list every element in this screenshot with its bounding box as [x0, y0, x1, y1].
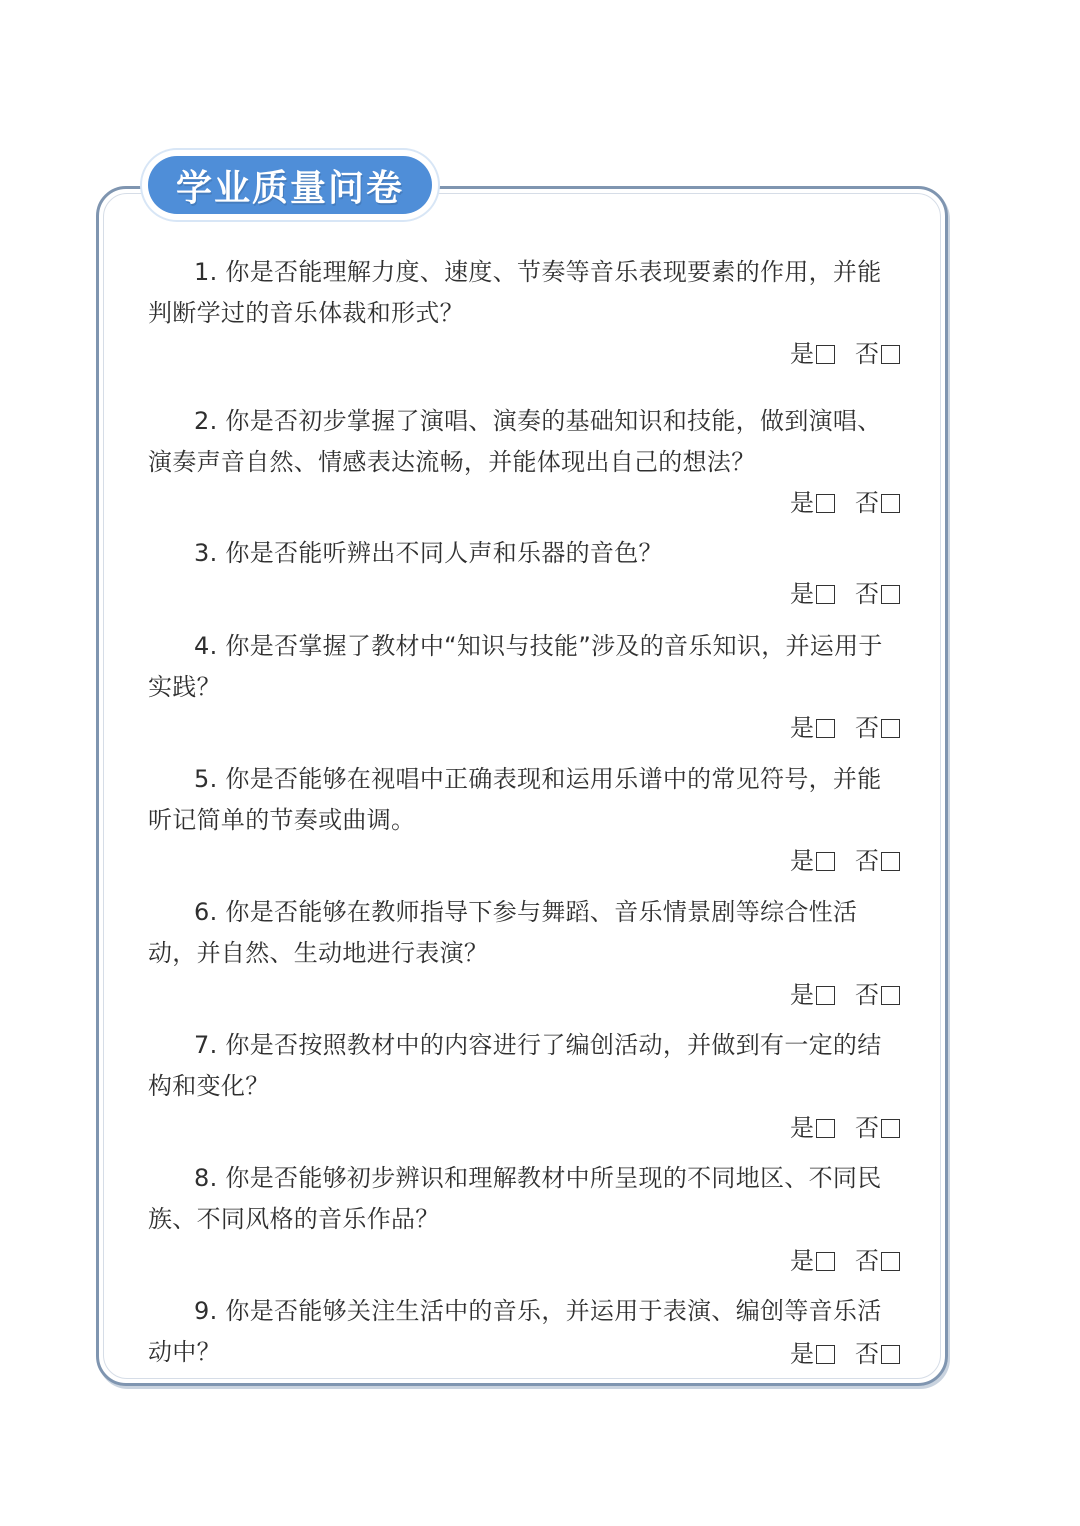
yes-option-7[interactable]: [790, 1113, 835, 1143]
answer-options-4: [790, 713, 900, 743]
answer-options-3: [790, 579, 900, 609]
no-option-1[interactable]: [855, 339, 900, 369]
question-8: 8. 你是否能够初步辨识和理解教材中所呈现的不同地区、不同民族、不同风格的音乐作品？: [148, 1164, 882, 1233]
checkbox-no-4[interactable]: [881, 719, 900, 738]
checkbox-no-7[interactable]: [881, 1119, 900, 1138]
checkbox-no-3[interactable]: [881, 585, 900, 604]
checkbox-yes-8[interactable]: [816, 1252, 835, 1271]
answer-options-9: [790, 1339, 900, 1369]
yes-label: 是: [790, 1247, 814, 1275]
answer-options-1: [790, 339, 900, 369]
yes-option-6[interactable]: [790, 980, 835, 1010]
yes-label: 是: [790, 1340, 814, 1368]
question-5: 5. 你是否能够在视唱中正确表现和运用乐谱中的常见符号，并能听记简单的节奏或曲调。: [148, 765, 882, 834]
yes-option-8[interactable]: [790, 1246, 835, 1276]
checkbox-yes-4[interactable]: [816, 719, 835, 738]
title-badge: [148, 156, 432, 214]
checkbox-yes-9[interactable]: [816, 1345, 835, 1364]
no-option-4[interactable]: [855, 713, 900, 743]
no-label: 否: [855, 714, 879, 742]
answer-options-6: [790, 980, 900, 1010]
yes-option-3[interactable]: [790, 579, 835, 609]
question-4: 4. 你是否掌握了教材中“知识与技能”涉及的音乐知识，并运用于实践？: [148, 632, 883, 701]
question-2: 2. 你是否初步掌握了演唱、演奏的基础知识和技能，做到演唱、演奏声音自然、情感表达流畅，并能体现出自己的想法？: [148, 407, 882, 476]
question-7: 7. 你是否按照教材中的内容进行了编创活动，并做到有一定的结构和变化？: [148, 1031, 882, 1100]
answer-options-8: [790, 1246, 900, 1276]
checkbox-no-9[interactable]: [881, 1345, 900, 1364]
no-label: 否: [855, 847, 879, 875]
answer-options-2: [790, 488, 900, 518]
no-option-2[interactable]: [855, 488, 900, 518]
question-1: 1. 你是否能理解力度、速度、节奏等音乐表现要素的作用，并能判断学过的音乐体裁和形式？: [148, 258, 882, 327]
checkbox-yes-7[interactable]: [816, 1119, 835, 1138]
answer-options-5: [790, 846, 900, 876]
question-6: 6. 你是否能够在教师指导下参与舞蹈、音乐情景剧等综合性活动，并自然、生动地进行表演？: [148, 898, 858, 967]
answer-options-7: [790, 1113, 900, 1143]
no-option-3[interactable]: [855, 579, 900, 609]
no-label: 否: [855, 1247, 879, 1275]
checkbox-no-8[interactable]: [881, 1252, 900, 1271]
checkbox-no-1[interactable]: [881, 345, 900, 364]
yes-option-2[interactable]: [790, 488, 835, 518]
yes-label: 是: [790, 981, 814, 1009]
no-label: 否: [855, 981, 879, 1009]
yes-option-4[interactable]: [790, 713, 835, 743]
question-3: 3. 你是否能听辨出不同人声和乐器的音色？: [194, 539, 663, 567]
no-label: 否: [855, 489, 879, 517]
yes-label: 是: [790, 580, 814, 608]
checkbox-no-2[interactable]: [881, 494, 900, 513]
yes-label: 是: [790, 847, 814, 875]
yes-label: 是: [790, 489, 814, 517]
checkbox-yes-1[interactable]: [816, 345, 835, 364]
yes-option-9[interactable]: [790, 1339, 835, 1369]
yes-label: 是: [790, 714, 814, 742]
checkbox-no-5[interactable]: [881, 852, 900, 871]
no-option-8[interactable]: [855, 1246, 900, 1276]
no-option-7[interactable]: [855, 1113, 900, 1143]
question-9: 9. 你是否能够关注生活中的音乐，并运用于表演、编创等音乐活动中？: [148, 1297, 882, 1366]
no-option-6[interactable]: [855, 980, 900, 1010]
checkbox-yes-2[interactable]: [816, 494, 835, 513]
yes-option-5[interactable]: [790, 846, 835, 876]
checkbox-yes-6[interactable]: [816, 986, 835, 1005]
no-option-5[interactable]: [855, 846, 900, 876]
checkbox-yes-5[interactable]: [816, 852, 835, 871]
yes-label: 是: [790, 340, 814, 368]
no-label: 否: [855, 1114, 879, 1142]
checkbox-no-6[interactable]: [881, 986, 900, 1005]
no-label: 否: [855, 1340, 879, 1368]
checkbox-yes-3[interactable]: [816, 585, 835, 604]
no-option-9[interactable]: [855, 1339, 900, 1369]
yes-option-1[interactable]: [790, 339, 835, 369]
page-title: 学业质量问卷: [175, 167, 404, 209]
yes-label: 是: [790, 1114, 814, 1142]
no-label: 否: [855, 580, 879, 608]
no-label: 否: [855, 340, 879, 368]
